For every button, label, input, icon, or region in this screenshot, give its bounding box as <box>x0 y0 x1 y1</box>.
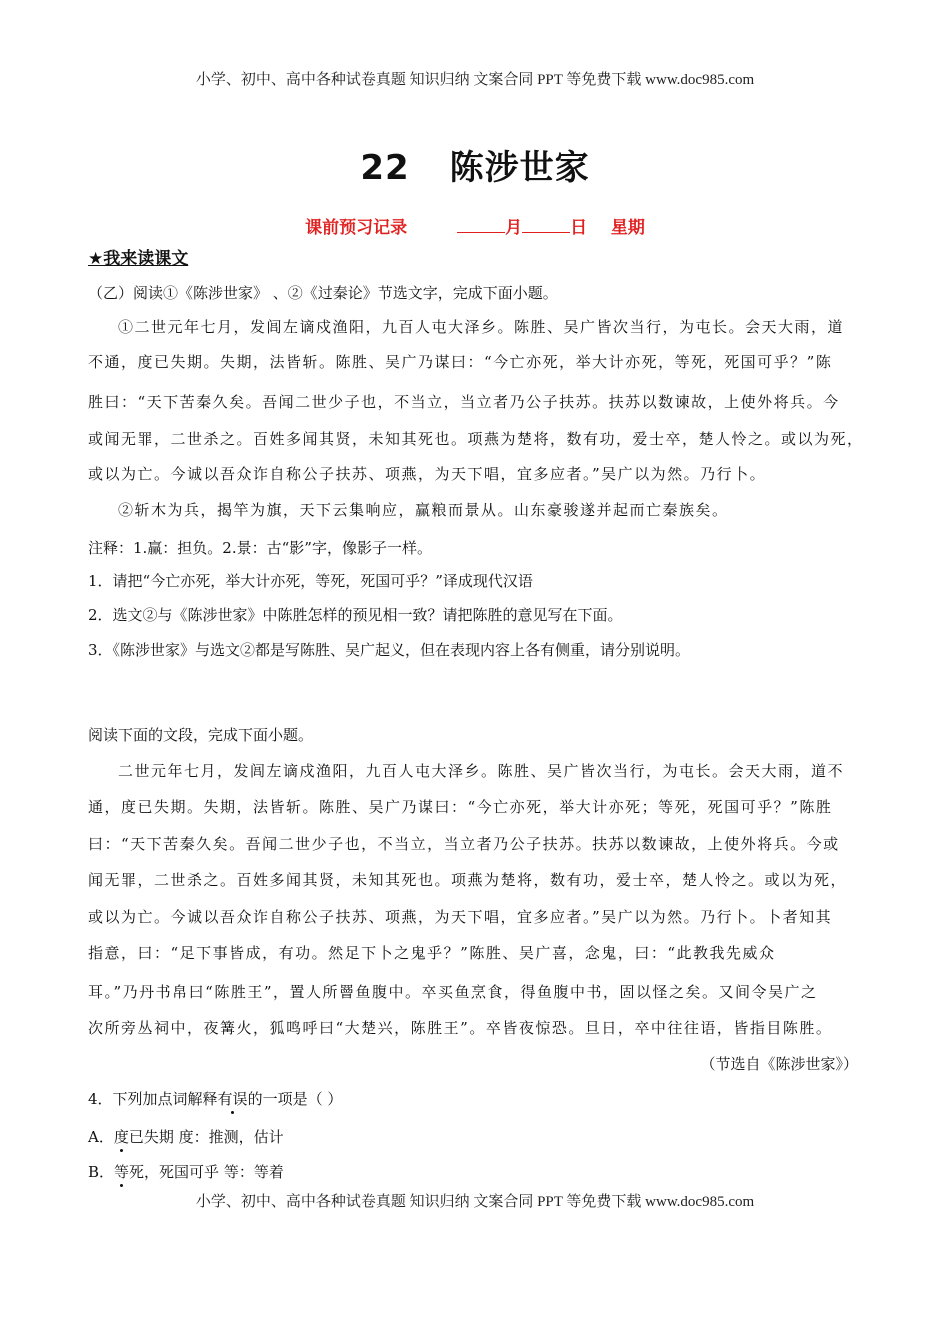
preview-record-line <box>0 213 950 238</box>
month-blank[interactable] <box>457 218 505 233</box>
question-4-emphasis: 有误 <box>217 1090 248 1108</box>
part1-intro: （乙）阅读①《陈涉世家》 、②《过秦论》节选文字，完成下面小题。 <box>88 284 558 302</box>
dotted-word: 度 <box>113 1128 129 1146</box>
part1-note: 注释：1.赢：担负。2.景：古“影”字，像影子一样。 <box>88 539 432 557</box>
source-citation: （节选自《陈涉世家》） <box>700 1055 858 1073</box>
part2-passage-line: 或以为亡。今诚以吾众诈自称公子扶苏、项燕，为天下唱，宜多应者。”吴广以为然。乃行卜。卜者知其 <box>88 908 833 926</box>
option-text: 死，死国可乎 等：等着 <box>129 1163 284 1181</box>
option-text: 已失期 度：推测，估计 <box>128 1128 284 1146</box>
question-3: 3．《陈涉世家》与选文②都是写陈胜、吴广起义，但在表现内容上各有侧重，请分别说明。 <box>88 641 691 659</box>
lesson-title: 陈涉世家 <box>449 148 590 188</box>
section-heading: ★我来读课文 <box>88 249 189 269</box>
question-1: 1．请把“今亡亦死，举大计亦死，等死，死国可乎？”译成现代汉语 <box>88 572 533 590</box>
part2-passage-line: 闻无罪，二世杀之。百姓多闻其贤，未知其死也。项燕为楚将，数有功，爱士卒，楚人怜之。或以为死， <box>88 871 848 889</box>
page-footer: 小学、初中、高中各种试卷真题 知识归纳 文案合同 PPT 等免费下载 www.doc985.com <box>195 1194 755 1210</box>
part2-passage-line: 通，度已失期。失期，法皆斩。陈胜、吴广乃谋曰：“今亡亦死，举大计亦死；等死，死国可乎？”陈胜 <box>88 798 833 816</box>
question-4-prefix: 4．下列加点词解释 <box>88 1090 218 1108</box>
part1-passage-line: 或以为亡。今诚以吾众诈自称公子扶苏、项燕，为天下唱，宜多应者。”吴广以为然。乃行卜。 <box>88 465 767 483</box>
part2-passage-line: 二世元年七月，发闾左谪戍渔阳，九百人屯大泽乡。陈胜、吴广皆次当行，为屯长。会天大雨，道不 <box>118 762 845 780</box>
part1-passage-line: ①二世元年七月，发闾左谪戍渔阳，九百人屯大泽乡。陈胜、吴广皆次当行，为屯长。会天大雨，道 <box>118 318 845 336</box>
part2-passage-line: 耳。”乃丹书帛曰“陈胜王”，置人所罾鱼腹中。卒买鱼烹食，得鱼腹中书，固以怪之矣。又间令吴广之 <box>88 983 818 1001</box>
part1-passage-line: 或闻无罪，二世杀之。百姓多闻其贤，未知其死也。项燕为楚将，数有功，爱士卒，楚人怜之。或以为死， <box>88 430 864 448</box>
part2-passage-line: 次所旁丛祠中，夜篝火，狐鸣呼曰“大楚兴，陈胜王”。卒皆夜惊恐。旦日，卒中往往语，皆指目陈胜。 <box>88 1019 833 1037</box>
option-b[interactable] <box>88 1161 284 1182</box>
option-label: A． <box>88 1128 114 1146</box>
question-2: 2．选文②与《陈涉世家》中陈胜怎样的预见相一致？请把陈胜的意见写在下面。 <box>88 606 623 624</box>
week-label: 星期 <box>610 218 645 238</box>
option-label: B． <box>88 1163 115 1181</box>
page-header: 小学、初中、高中各种试卷真题 知识归纳 文案合同 PPT 等免费下载 www.doc985.com <box>195 72 755 88</box>
lesson-number: 22 <box>360 148 410 188</box>
part1-passage-line: 胜曰：“天下苦秦久矣。吾闻二世少子也，不当立，当立者乃公子扶苏。扶苏以数谏故，上使外将兵。今 <box>88 393 840 411</box>
option-a[interactable] <box>88 1126 284 1147</box>
month-label: 月 <box>505 218 523 238</box>
part2-passage-line: 指意，曰：“足下事皆成，有功。然足下卜之鬼乎？”陈胜、吴广喜，念鬼，曰：“此教我先威众 <box>88 944 776 962</box>
part2-intro: 阅读下面的文段，完成下面小题。 <box>88 726 314 744</box>
question-4 <box>88 1088 342 1109</box>
day-blank[interactable] <box>522 218 570 233</box>
part2-passage-line: 曰：“天下苦秦久矣。吾闻二世少子也，不当立，当立者乃公子扶苏。扶苏以数谏故，上使外将兵。今或 <box>88 835 840 853</box>
day-label: 日 <box>570 218 588 238</box>
question-4-suffix: 的一项是（ ） <box>247 1090 343 1108</box>
part1-passage-line: 不通，度已失期。失期，法皆斩。陈胜、吴广乃谋曰：“今亡亦死，举大计亦死，等死，死国可乎？”陈 <box>88 353 833 371</box>
preview-record-label: 课前预习记录 <box>305 218 408 238</box>
dotted-word: 等 <box>114 1163 130 1181</box>
page-title <box>0 140 950 189</box>
part1-passage-line: ②斩木为兵，揭竿为旗，天下云集响应，赢粮而景从。山东豪骏遂并起而亡秦族矣。 <box>118 501 729 519</box>
